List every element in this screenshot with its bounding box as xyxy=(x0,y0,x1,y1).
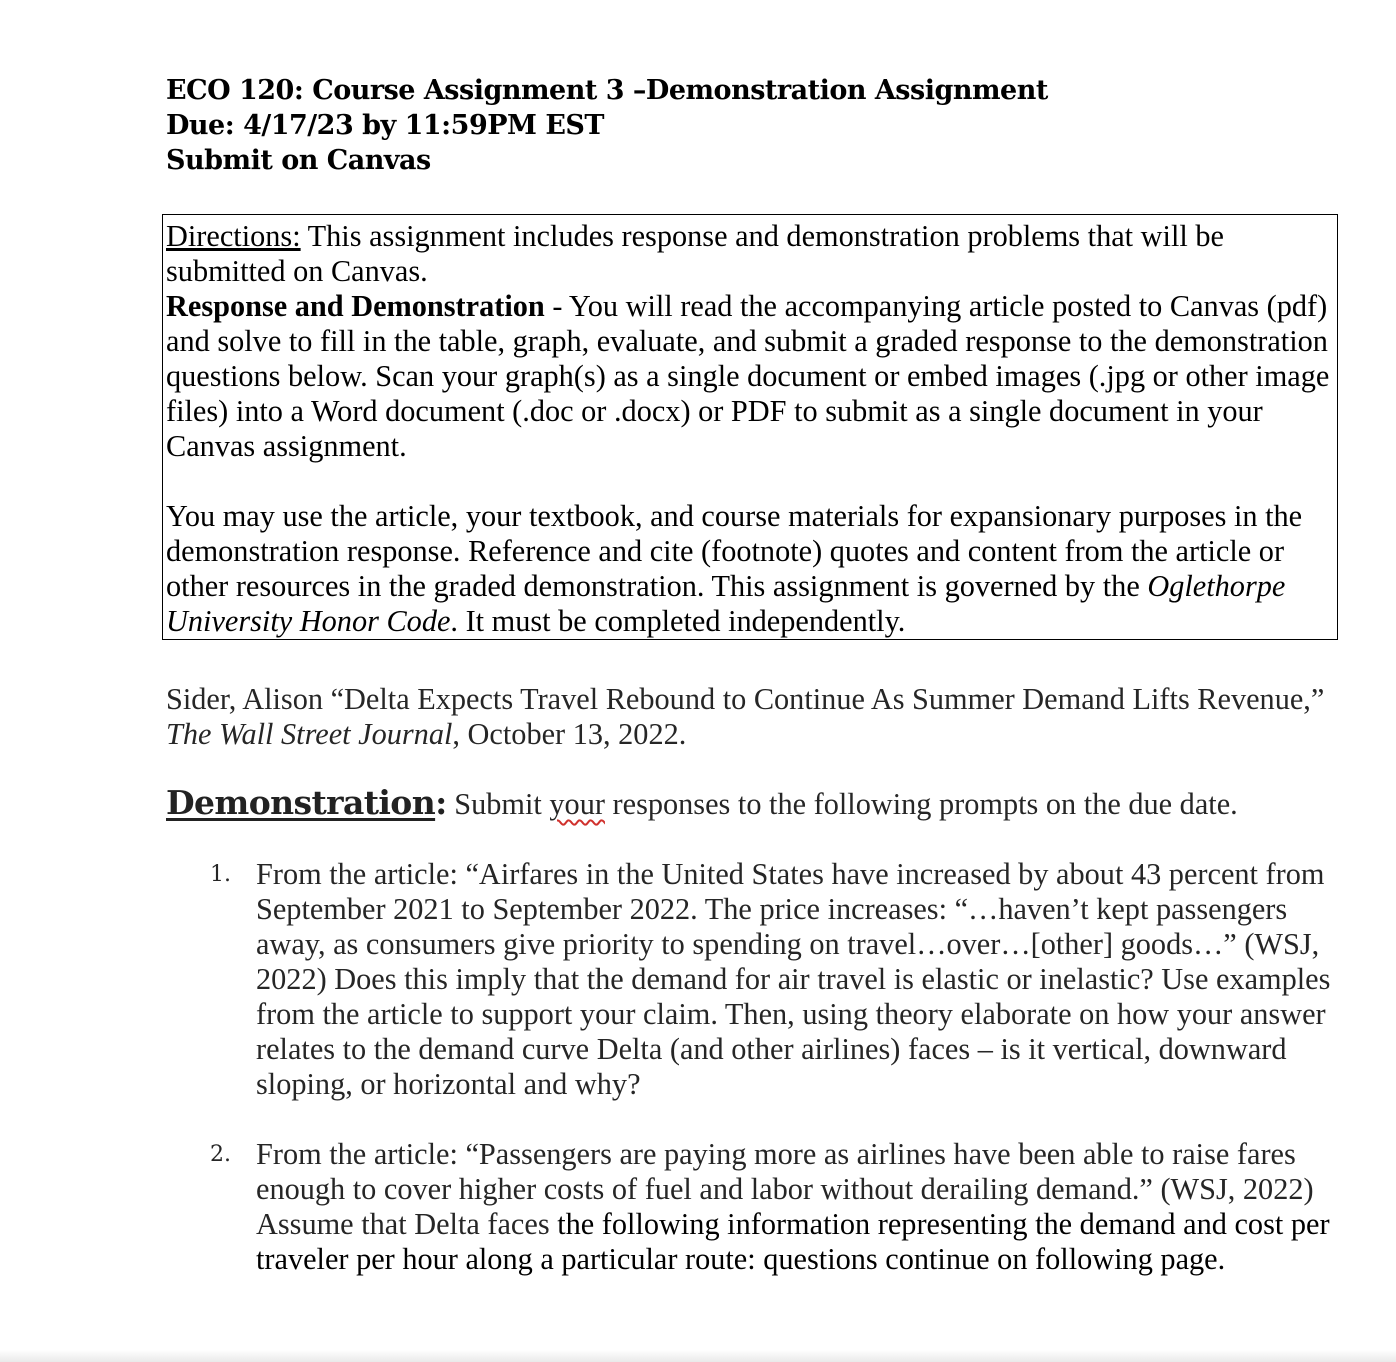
question-list xyxy=(210,857,1350,1277)
question-text: From the article: “Airfares in the United States have increased by about 43 percent from September 2021 to September 2022. The price increases: “…haven’t kept passengers away, as consumers give priority to spending on travel…over…[other] goods…” (WSJ, 2022) Does this imply that the demand for air travel is elastic or inelastic? Use examples from the article to support your claim. Then, using theory elaborate on how your answer relates to the demand curve Delta (and other airlines) faces – is it vertical, downward sloping, or horizontal and why? xyxy=(256,857,1331,1101)
response-label: Response and Demonstration xyxy=(166,289,545,323)
assignment-header xyxy=(166,73,1048,178)
demonstration-heading xyxy=(166,783,447,822)
question-number: 2. xyxy=(210,1142,231,1167)
demonstration-heading-text: Demonstration xyxy=(166,783,436,822)
due-date: Due: 4/17/23 by 11:59PM EST xyxy=(166,110,604,141)
spellcheck-word[interactable]: your xyxy=(549,787,605,821)
directions-label: Directions: xyxy=(166,219,301,253)
demonstration-line xyxy=(166,782,1386,825)
demonstration-text-after: responses to the following prompts on the due date. xyxy=(604,787,1238,821)
assignment-title: ECO 120: Course Assignment 3 –Demonstration Assignment xyxy=(166,75,1048,106)
submit-location: Submit on Canvas xyxy=(166,145,431,176)
resources-text: You may use the article, your textbook, and course materials for expansionary purposes in the demonstration response. Reference and cite (footnote) quotes and content from the article or other resources in the graded demonstration. This assignment is governed by the xyxy=(166,499,1303,603)
response-text: - You will read the accompanying article posted to Canvas (pdf) and solve to fill in the table, graph, evaluate, and submit a graded response to the demonstration questions below. Scan your graph(s) as a single document or embed images (.jpg or other image files) into a Word document (.doc or .docx) or PDF to submit as a single document in your Canvas assignment. xyxy=(166,289,1330,463)
demonstration-colon: : xyxy=(435,783,447,822)
directions-intro: This assignment includes response and demonstration problems that will be submitted on Canvas. xyxy=(166,219,1224,288)
closing-text: . It must be completed independently. xyxy=(450,604,906,638)
citation-journal: The Wall Street Journal xyxy=(166,717,453,751)
resources-paragraph xyxy=(166,499,1331,639)
honor-code: Oglethorpe University Honor Code xyxy=(166,569,1286,638)
demonstration-text-before: Submit xyxy=(446,787,550,821)
question-text-continued: the following information representing the demand and cost per traveler per hour along a particular route: questions continue on following page. xyxy=(256,1207,1330,1276)
list-item xyxy=(210,1137,1350,1277)
directions-paragraph xyxy=(166,219,1331,464)
question-number: 1. xyxy=(210,862,231,887)
list-item xyxy=(210,857,1350,1102)
page-bottom-edge xyxy=(0,1350,1396,1362)
citation-author-title: Sider, Alison “Delta Expects Travel Rebound to Continue As Summer Demand Lifts Revenue,” xyxy=(166,682,1325,716)
directions-box xyxy=(162,214,1338,640)
question-text: From the article: “Passengers are paying more as airlines have been able to raise fares enough to cover higher costs of fuel and labor without derailing demand.” (WSJ, 2022) Assume that Delta faces xyxy=(256,1137,1314,1241)
article-citation xyxy=(166,682,1366,752)
citation-date: , October 13, 2022. xyxy=(452,717,687,751)
